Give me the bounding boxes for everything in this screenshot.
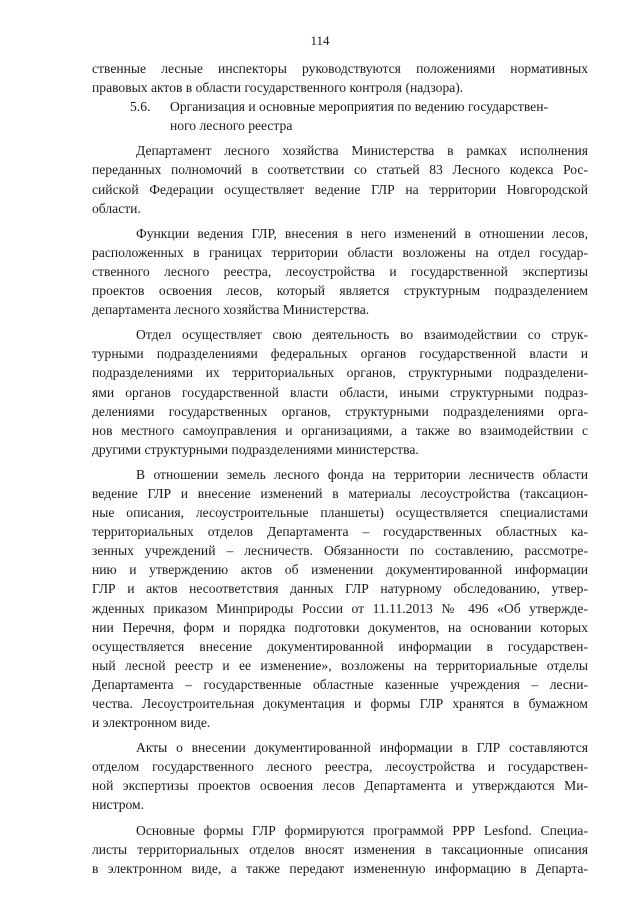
section-heading (92, 97, 588, 135)
paragraph (92, 325, 588, 459)
text-line: ный лесной реестр и ее изменение», возложены на территориальные отделы (92, 657, 588, 673)
text-line: осуществляется внесение документированной информации в государствен- (92, 638, 588, 654)
text-line: Департамента – государственные областные казенные учреждения – лесни- (92, 676, 588, 692)
text-line: турными подразделениями федеральных органов государственной власти и (92, 346, 588, 362)
text-line: делениями государственных органов, структурными подразделениями орга- (92, 403, 588, 419)
text-line: ями органов государственной власти области, иными структурными подраз- (92, 384, 588, 400)
text-line: ной экспертизы проектов освоения лесов Департамента и утверждаются Ми- (92, 778, 588, 794)
paragraph-continuation (92, 59, 588, 97)
document-body (92, 59, 588, 878)
text-line: ственные лесные инспекторы руководствуются положениями нормативных (92, 61, 588, 76)
paragraph (92, 465, 588, 732)
text-line: Департамент лесного хозяйства Министерства в рамках исполнения (136, 143, 588, 159)
text-line: и электронном виде. (92, 715, 211, 731)
text-line: подразделениями их территориальных органов, структурными подразделени- (92, 365, 588, 381)
text-line: ГЛР и актов несоответствия данных ГЛР натурному обследованию, утвер- (92, 581, 588, 597)
text-line: нов местного самоуправления и организациями, а также во взаимодействии с (92, 422, 588, 438)
text-line: Акты о внесении документированной информации в ГЛР составляются (136, 740, 588, 756)
text-line: расположенных в границах территории области возложены на отдел государ- (92, 244, 588, 260)
text-line: Функции ведения ГЛР, внесения в него изменений в отношении лесов, (136, 225, 588, 241)
text-line: чества. Лесоустроительная документация и формы ГЛР хранятся в бумажном (92, 696, 588, 711)
text-line: правовых актов в области государственного контроля (надзора). (92, 80, 464, 96)
text-line: в электронном виде, а также передают измененную информацию в Департа- (92, 860, 588, 876)
text-line: ные описания, лесоустроительные планшеты) осуществляется специалистами (92, 505, 588, 521)
text-line: нии Перечня, форм и порядка подготовки документов, на основании которых (92, 619, 588, 635)
text-line: нию и утверждению актов об изменении документированной информации (92, 562, 588, 578)
text-line: отделом государственного лесного реестра, лесоустройства и государствен- (92, 759, 588, 775)
text-line: Основные формы ГЛР формируются программой РРР Lesfond. Специа- (136, 822, 588, 838)
text-line: листы территориальных отделов вносят изменения в таксационные описания (92, 841, 588, 857)
text-line: Отдел осуществляет свою деятельность во взаимодействии со струк- (136, 327, 588, 343)
text-line: жденных приказом Минприроды России от 11.11.2013 № 496 «Об утвержде- (92, 600, 588, 616)
text-line: департамента лесного хозяйства Министерства. (92, 302, 370, 318)
page-number: 114 (310, 33, 330, 48)
paragraph (92, 738, 588, 814)
text-line: другими структурными подразделениями министерства. (92, 441, 419, 457)
text-line: ственного лесного реестра, лесоустройства и государственной экспертизы (92, 263, 588, 279)
text-line: нистром. (92, 797, 145, 813)
text-line: ведение ГЛР и внесение изменений в материалы лесоустройства (таксацион- (92, 485, 588, 501)
paragraph (92, 224, 588, 319)
text-line: проектов освоения лесов, который является структурным подразделением (92, 283, 588, 299)
text-line: зенных учреждений – лесничеств. Обязанности по составлению, рассмотре- (92, 543, 588, 559)
section-title-continuation: ного лесного реестра (170, 118, 293, 134)
paragraph (92, 141, 588, 217)
text-line: сийской Федерации осуществляет ведение ГЛР на территории Новгородской (92, 181, 588, 197)
section-number: 5.6. (130, 99, 151, 115)
section-title: Организация и основные мероприятия по ведению государствен- (170, 99, 549, 115)
heading-line (130, 97, 588, 116)
text-line: территориальных отделов Департамента – государственных областных ка- (92, 524, 588, 540)
text-line: области. (92, 200, 141, 216)
text-line: переданных полномочий в соответствии со статьей 83 Лесного кодекса Рос- (92, 162, 588, 178)
paragraph (92, 821, 588, 878)
text-line: В отношении земель лесного фонда на территории лесничеств области (136, 466, 588, 482)
